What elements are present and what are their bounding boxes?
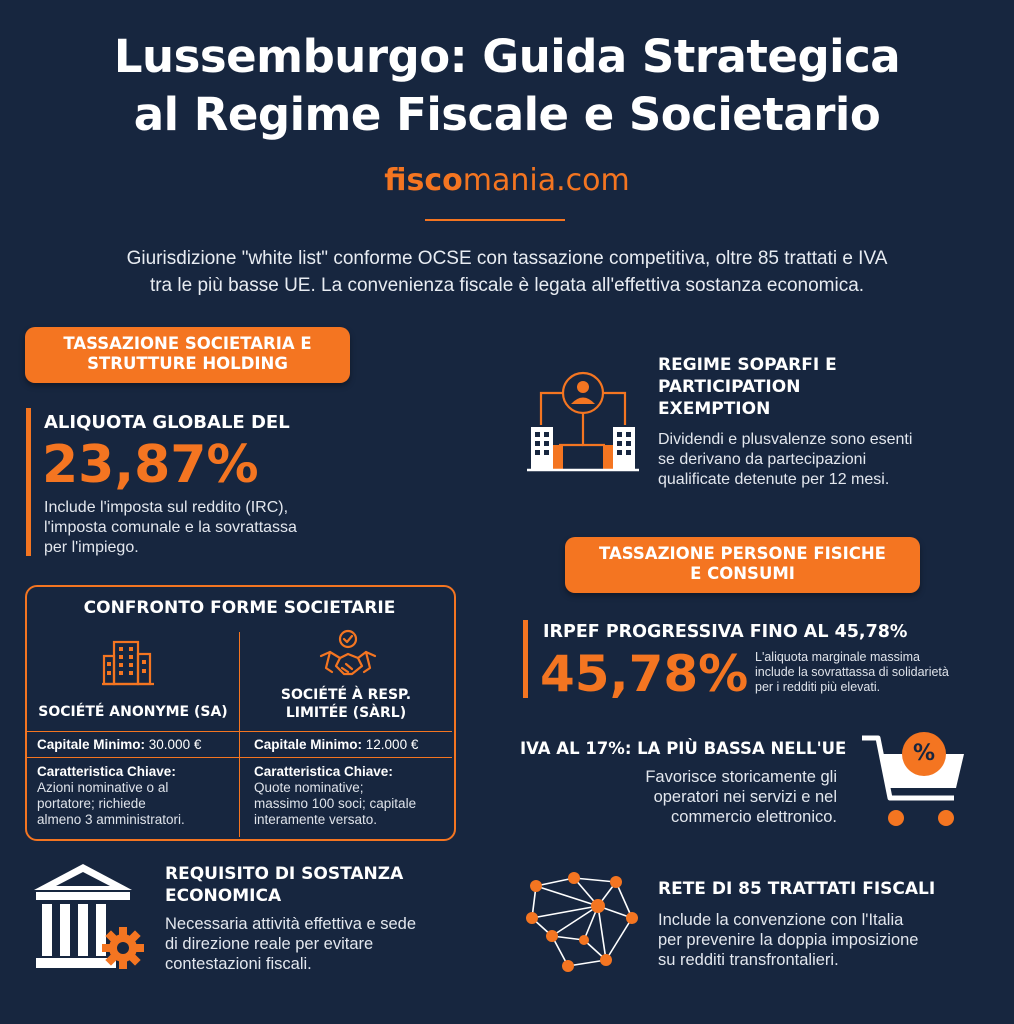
vat-desc-line-3: commercio elettronico. <box>671 808 837 826</box>
corporate-section-pill <box>25 327 350 383</box>
title-line-2: al Regime Fiscale e Societario <box>133 88 881 141</box>
corporate-pill-line-2: STRUTTURE HOLDING <box>87 354 288 373</box>
holding-structure-icon <box>523 367 643 477</box>
sa-name: SOCIÉTÉ ANONYME (SA) <box>38 704 228 720</box>
title-line-1: Lussemburgo: Guida Strategica <box>113 30 901 83</box>
soparfi-heading-line-1: REGIME SOPARFI E <box>658 355 837 375</box>
brand-part-2: mania <box>462 163 557 198</box>
sarl-capital <box>254 736 418 753</box>
comparison-column-divider <box>239 632 240 837</box>
soparfi-heading-line-2: PARTICIPATION <box>658 377 801 397</box>
page-title <box>0 28 1014 144</box>
irpef-desc-line-1: L'aliquota marginale massima <box>755 650 920 664</box>
irpef-desc-line-3: per i redditi più elevati. <box>755 680 881 694</box>
vat-desc-line-1: Favorisce storicamente gli <box>645 768 837 786</box>
soparfi-description <box>658 430 912 490</box>
comparison-title: CONFRONTO FORME SOCIETARIE <box>83 598 396 618</box>
comparison-row-divider-1 <box>27 731 452 732</box>
building-icon <box>100 634 156 686</box>
treaties-heading: RETE DI 85 TRATTATI FISCALI <box>658 879 936 899</box>
handshake-icon <box>318 628 378 680</box>
irpef-heading: IRPEF PROGRESSIVA FINO AL 45,78% <box>543 622 908 642</box>
sa-feature-line-3: almeno 3 amministratori. <box>37 812 185 827</box>
sarl-capital-value: 12.000 € <box>365 737 419 752</box>
rate-accent-bar <box>26 408 31 556</box>
treaties-description <box>658 910 919 970</box>
corporate-pill-line-1: TASSAZIONE SOCIETARIA E <box>63 334 312 353</box>
sarl-name-line-1: SOCIÉTÉ À RESP. <box>280 687 412 703</box>
brand-divider <box>425 219 565 221</box>
rate-desc-line-3: per l'impiego. <box>44 539 139 556</box>
sarl-name <box>242 686 450 722</box>
sarl-features <box>254 764 450 828</box>
comparison-row-divider-2 <box>27 757 452 758</box>
rate-value: 23,87% <box>42 435 259 495</box>
irpef-description <box>755 650 949 695</box>
shopping-cart-icon <box>858 726 970 834</box>
sa-capital-value: 30.000 € <box>148 737 202 752</box>
irpef-accent-bar <box>523 620 528 698</box>
sarl-feature-line-1: Quote nominative; <box>254 780 364 795</box>
treaties-desc-line-3: su redditi transfrontalieri. <box>658 951 839 969</box>
sarl-feature-line-2: massimo 100 soci; capitale <box>254 796 417 811</box>
brand-part-1: fisco <box>384 163 463 198</box>
substance-heading-line-2: ECONOMICA <box>165 886 282 906</box>
substance-description <box>165 914 416 974</box>
vat-heading: IVA AL 17%: LA PIÙ BASSA NELL'UE <box>520 739 847 758</box>
bank-gear-icon <box>28 860 148 978</box>
personal-section-pill <box>565 537 920 593</box>
brand-logo <box>0 163 1014 198</box>
intro-text <box>30 245 984 299</box>
substance-desc-line-2: di direzione reale per evitare <box>165 935 374 953</box>
personal-pill-line-1: TASSAZIONE PERSONE FISICHE <box>599 544 886 563</box>
sarl-capital-label: Capitale Minimo: <box>254 737 363 752</box>
vat-description <box>560 767 837 827</box>
rate-description <box>44 498 297 558</box>
intro-line-2: tra le più basse UE. La convenienza fiscale è legata all'effettiva sostanza economica. <box>149 275 865 296</box>
intro-line-1: Giurisdizione "white list" conforme OCSE con tassazione competitiva, oltre 85 trattati e IVA <box>126 248 888 269</box>
soparfi-desc-line-2: se derivano da partecipazioni <box>658 451 867 468</box>
sarl-name-line-2: LIMITÉE (SÀRL) <box>285 705 407 721</box>
rate-heading: ALIQUOTA GLOBALE DEL <box>44 412 290 433</box>
substance-desc-line-1: Necessaria attività effettiva e sede <box>165 915 416 933</box>
soparfi-heading <box>658 354 837 420</box>
sa-capital-label: Capitale Minimo: <box>37 737 146 752</box>
irpef-desc-line-2: include la sovrattassa di solidarietà <box>755 665 949 679</box>
rate-desc-line-2: l'imposta comunale e la sovrattassa <box>44 519 297 536</box>
treaties-desc-line-1: Include la convenzione con l'Italia <box>658 911 904 929</box>
network-icon <box>524 868 642 976</box>
sarl-feature-label: Caratteristica Chiave: <box>254 764 393 779</box>
soparfi-heading-line-3: EXEMPTION <box>658 399 771 419</box>
sa-feature-line-2: portatore; richiede <box>37 796 146 811</box>
soparfi-desc-line-3: qualificate detenute per 12 mesi. <box>658 471 890 488</box>
vat-desc-line-2: operatori nei servizi e nel <box>653 788 837 806</box>
substance-heading-line-1: REQUISITO DI SOSTANZA <box>165 864 404 884</box>
personal-pill-line-2: E CONSUMI <box>690 564 795 583</box>
sa-capital <box>37 736 201 753</box>
sarl-feature-line-3: interamente versato. <box>254 812 378 827</box>
sa-feature-line-1: Azioni nominative o al <box>37 780 169 795</box>
treaties-desc-line-2: per prevenire la doppia imposizione <box>658 931 919 949</box>
brand-part-3: .com <box>556 163 630 198</box>
rate-desc-line-1: Include l'imposta sul reddito (IRC), <box>44 499 289 516</box>
sa-features <box>37 764 235 828</box>
substance-desc-line-3: contestazioni fiscali. <box>165 955 312 973</box>
sa-feature-label: Caratteristica Chiave: <box>37 764 176 779</box>
percent-symbol: % <box>912 741 936 766</box>
irpef-value: 45,78% <box>540 645 749 703</box>
substance-heading <box>165 863 403 907</box>
soparfi-desc-line-1: Dividendi e plusvalenze sono esenti <box>658 431 913 448</box>
